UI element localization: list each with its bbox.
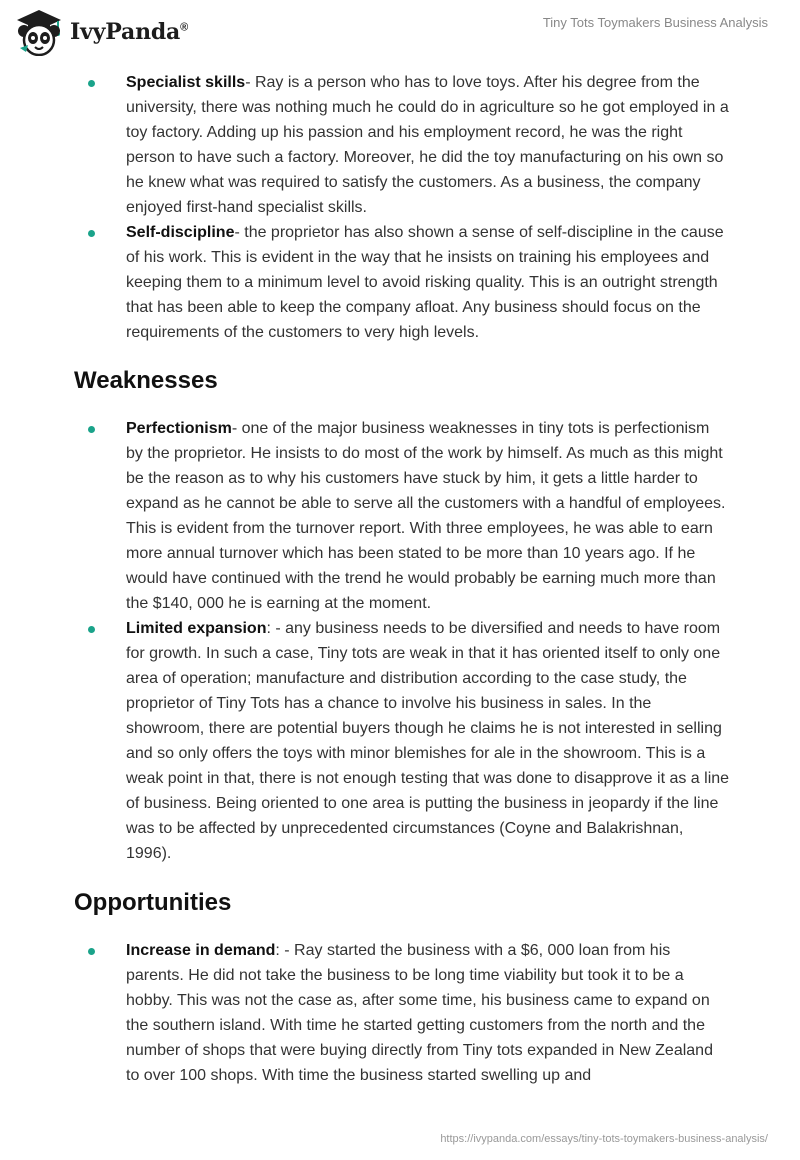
section-heading-weaknesses: Weaknesses bbox=[74, 367, 218, 394]
bullet-icon bbox=[88, 948, 95, 955]
list-item bbox=[0, 616, 800, 866]
list-item bbox=[0, 220, 800, 345]
list-item-text: : - Ray started the business with a $6, 000 loan from his parents. He did not take the business to be long time viability but took it to be a hobby. This was not the case as, after some time, his business came to expand on the southern island. With time he started getting customers from the north and the number of shops that were buying directly from Tiny tots expanded in New Zealand to over 100 shops. With time the business started swelling up and bbox=[126, 942, 713, 1084]
section-heading-opportunities: Opportunities bbox=[74, 889, 232, 916]
ivypanda-logo[interactable] bbox=[14, 8, 188, 56]
bullet-icon bbox=[88, 80, 95, 87]
logo-wordmark: IvyPanda® bbox=[70, 19, 189, 45]
essay-body bbox=[0, 70, 800, 1088]
registered-mark: ® bbox=[180, 21, 189, 34]
list-item-text: - one of the major business weaknesses in tiny tots is perfectionism by the proprietor. He insists to do most of the work by himself. As much as this might be the reason as to why his customers have stuck by him, it gets a little harder to expand as he cannot be able to serve all the customers with a handful of employees. This is evident from the turnover report. With three employees, he was able to earn more annual turnover which has been stated to be more than 10 years ago. If he would have continued with the trend he would probably be earning much more than the $140, 000 he is earning at the moment. bbox=[126, 420, 726, 612]
strengths-list bbox=[0, 70, 800, 345]
list-item-text: : - any business needs to be diversified and needs to have room for growth. In such a case, Tiny tots are weak in that it has oriented itself to only one area of operation; manufacture and distribution according to the case study, the proprietor of Tiny Tots has a chance to involve his business in sales. In the showroom, there are potential buyers though he claims he is not interested in selling and so only offers the toys with minor blemishes for ale in the showroom. This is a weak point in that, there is not enough testing that was done to disapprove it as a line of business. Being oriented to one area is putting the business in jeopardy if the line was to be affected by unprecedented circumstances (Coyne and Balakrishnan, 1996). bbox=[126, 620, 730, 862]
list-item-term: Increase in demand bbox=[126, 942, 276, 959]
page-header bbox=[0, 0, 800, 64]
list-item-text: - Ray is a person who has to love toys. After his degree from the university, there was nothing much he could do in agriculture so he got employed in a toy factory. Adding up his passion and his employment record, he was the right person to have such a factory. Moreover, he did the toy manufacturing on his own so he knew what was required to satisfy the customers. As a business, the company enjoyed first-hand specialist skills. bbox=[126, 74, 729, 216]
weaknesses-list bbox=[0, 416, 800, 866]
bullet-icon bbox=[88, 626, 95, 633]
document-title: Tiny Tots Toymakers Business Analysis bbox=[542, 15, 768, 30]
list-item bbox=[0, 70, 800, 220]
list-item-term: Limited expansion bbox=[126, 620, 267, 637]
list-item-term: Self-discipline bbox=[126, 224, 235, 241]
list-item bbox=[0, 938, 800, 1088]
list-item bbox=[0, 416, 800, 616]
list-item-term: Perfectionism bbox=[126, 420, 232, 437]
bullet-icon bbox=[88, 426, 95, 433]
panda-graduate-icon bbox=[14, 8, 64, 56]
source-url-link[interactable]: https://ivypanda.com/essays/tiny-tots-toymakers-business-analysis/ bbox=[440, 1133, 768, 1145]
bullet-icon bbox=[88, 230, 95, 237]
opportunities-list bbox=[0, 938, 800, 1088]
list-item-text: - the proprietor has also shown a sense of self-discipline in the cause of his work. This is evident in the way that he insists on training his employees and keeping them to a minimum level to avoid risking quality. This is an outright strength that has been able to keep the company afloat. Any business should focus on the requirements of the customers to very high levels. bbox=[126, 224, 724, 341]
list-item-term: Specialist skills bbox=[126, 74, 246, 91]
